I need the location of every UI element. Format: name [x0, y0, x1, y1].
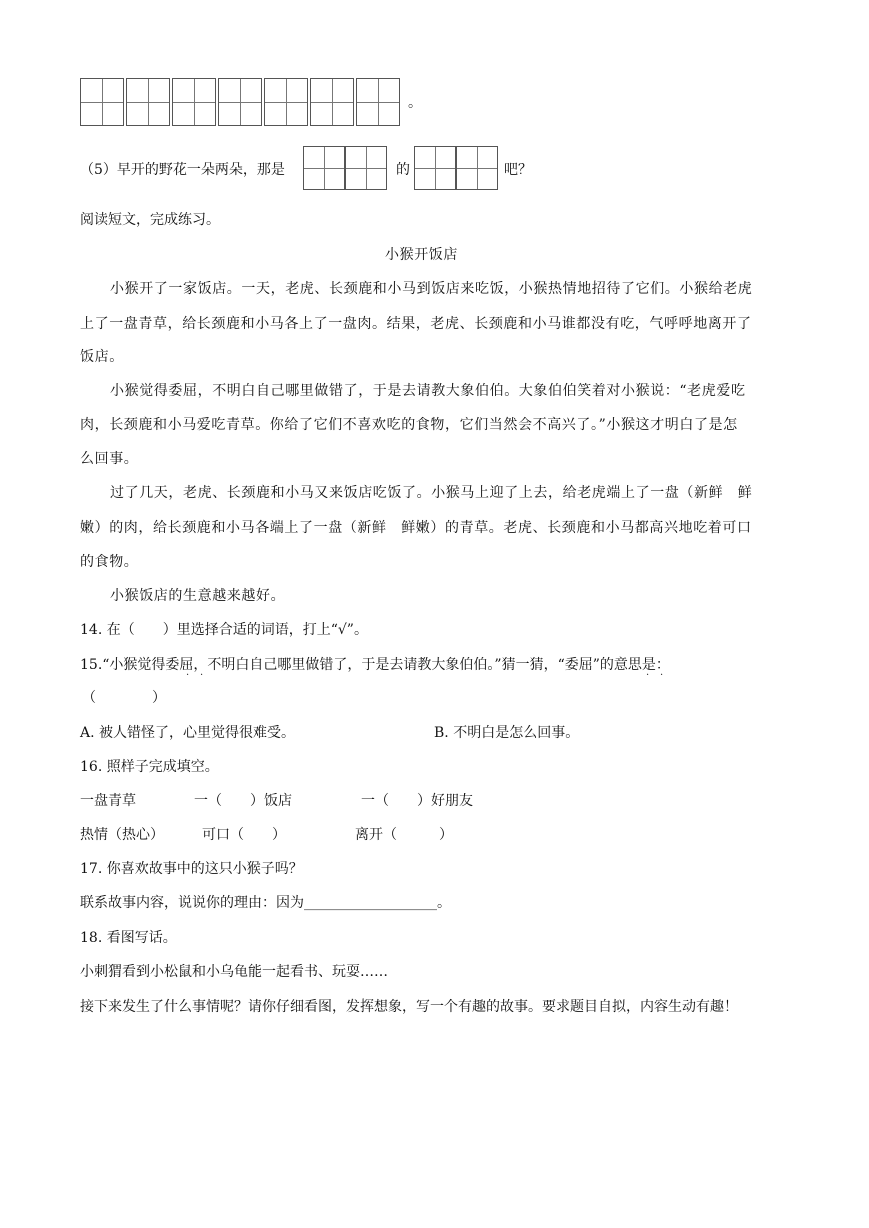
story-line: 的食物。 [80, 554, 139, 570]
story-line: 小猴饭店的生意越来越好。 [110, 588, 286, 604]
emphasis-dot: · [646, 670, 650, 681]
q15-option-b[interactable]: B. 不明白是怎么回事。 [434, 725, 580, 741]
q18-line: 接下来发生了什么事情呢？请你仔细看图，发挥想象，写一个有趣的故事。要求题目自拟，内容生动有趣！ [80, 999, 738, 1015]
q16-example: 热情（热心） [80, 827, 164, 843]
story-line: 嫩）的肉，给长颈鹿和小马各端上了一盘（新鲜 鲜嫩）的青草。老虎、长颈鹿和小马都高兴地吃着可口 [80, 520, 752, 536]
q17-answer-line[interactable]: 联系故事内容，说说你的理由：因为___________________。 [80, 895, 451, 911]
writing-grid-row1[interactable] [80, 78, 400, 126]
q16-blank[interactable]: 离开（ ） [355, 827, 453, 843]
q5-prefix: （5）早开的野花一朵两朵，那是 [80, 162, 285, 178]
q16-blank[interactable]: 一（ ）饭店 [194, 793, 292, 809]
grid-cell[interactable] [345, 146, 387, 190]
emphasis-dot: · [186, 670, 190, 681]
story-line: 么回事。 [80, 451, 139, 467]
grid-cell[interactable] [414, 146, 456, 190]
grid-cell[interactable] [264, 78, 308, 126]
question-18: 18. 看图写话。 [80, 930, 177, 946]
q5-middle: 的 [396, 162, 410, 178]
story-line: 饭店。 [80, 349, 124, 365]
reading-instruction: 阅读短文，完成练习。 [80, 212, 220, 228]
q16-example: 一盘青草 [80, 793, 136, 809]
story-line: 小猴觉得委屈，不明白自己哪里做错了，于是去请教大象伯伯。大象伯伯笑着对小猴说：“老虎爱吃 [110, 383, 746, 399]
question-16: 16. 照样子完成填空。 [80, 759, 219, 775]
q5-grid-2[interactable] [414, 146, 498, 190]
question-15: 15.“小猴觉得委屈，不明白自己哪里做错了，于是去请教大象伯伯。”猜一猜，“委屈”的意思是： [80, 657, 670, 673]
row1-end-mark: 。 [408, 95, 422, 111]
q15-option-a[interactable]: A. 被人错怪了，心里觉得很难受。 [80, 725, 296, 741]
question-17: 17. 你喜欢故事中的这只小猴子吗？ [80, 861, 303, 877]
q16-blank[interactable]: 一（ ）好朋友 [361, 793, 473, 809]
q15-answer-paren[interactable]: （ ） [82, 690, 166, 706]
q16-blank[interactable]: 可口（ ） [202, 827, 286, 843]
story-line: 上了一盘青草，给长颈鹿和小马各上了一盘肉。结果，老虎、长颈鹿和小马谁都没有吃，气呼呼地离开了 [80, 316, 752, 332]
story-line: 过了几天，老虎、长颈鹿和小马又来饭店吃饭了。小猴马上迎了上去，给老虎端上了一盘（新鲜 鲜 [110, 485, 753, 501]
story-line: 肉，长颈鹿和小马爱吃青草。你给了它们不喜欢吃的食物，它们当然会不高兴了。”小猴这才明白了是怎 [80, 417, 738, 433]
q5-suffix: 吧？ [504, 162, 532, 178]
grid-cell[interactable] [218, 78, 262, 126]
q5-grid-1[interactable] [303, 146, 387, 190]
grid-cell[interactable] [126, 78, 170, 126]
question-14: 14. 在（ ）里选择合适的词语，打上“√”。 [80, 622, 368, 638]
grid-cell[interactable] [303, 146, 345, 190]
q18-line: 小刺猬看到小松鼠和小乌龟能一起看书、玩耍…… [80, 964, 388, 980]
grid-cell[interactable] [356, 78, 400, 126]
grid-cell[interactable] [456, 146, 498, 190]
grid-cell[interactable] [310, 78, 354, 126]
emphasis-dot: · [200, 670, 204, 681]
story-title: 小猴开饭店 [385, 247, 458, 263]
grid-cell[interactable] [172, 78, 216, 126]
emphasis-dot: · [660, 670, 664, 681]
story-line: 小猴开了一家饭店。一天，老虎、长颈鹿和小马到饭店来吃饭，小猴热情地招待了它们。小猴给老虎 [110, 281, 753, 297]
grid-cell[interactable] [80, 78, 124, 126]
